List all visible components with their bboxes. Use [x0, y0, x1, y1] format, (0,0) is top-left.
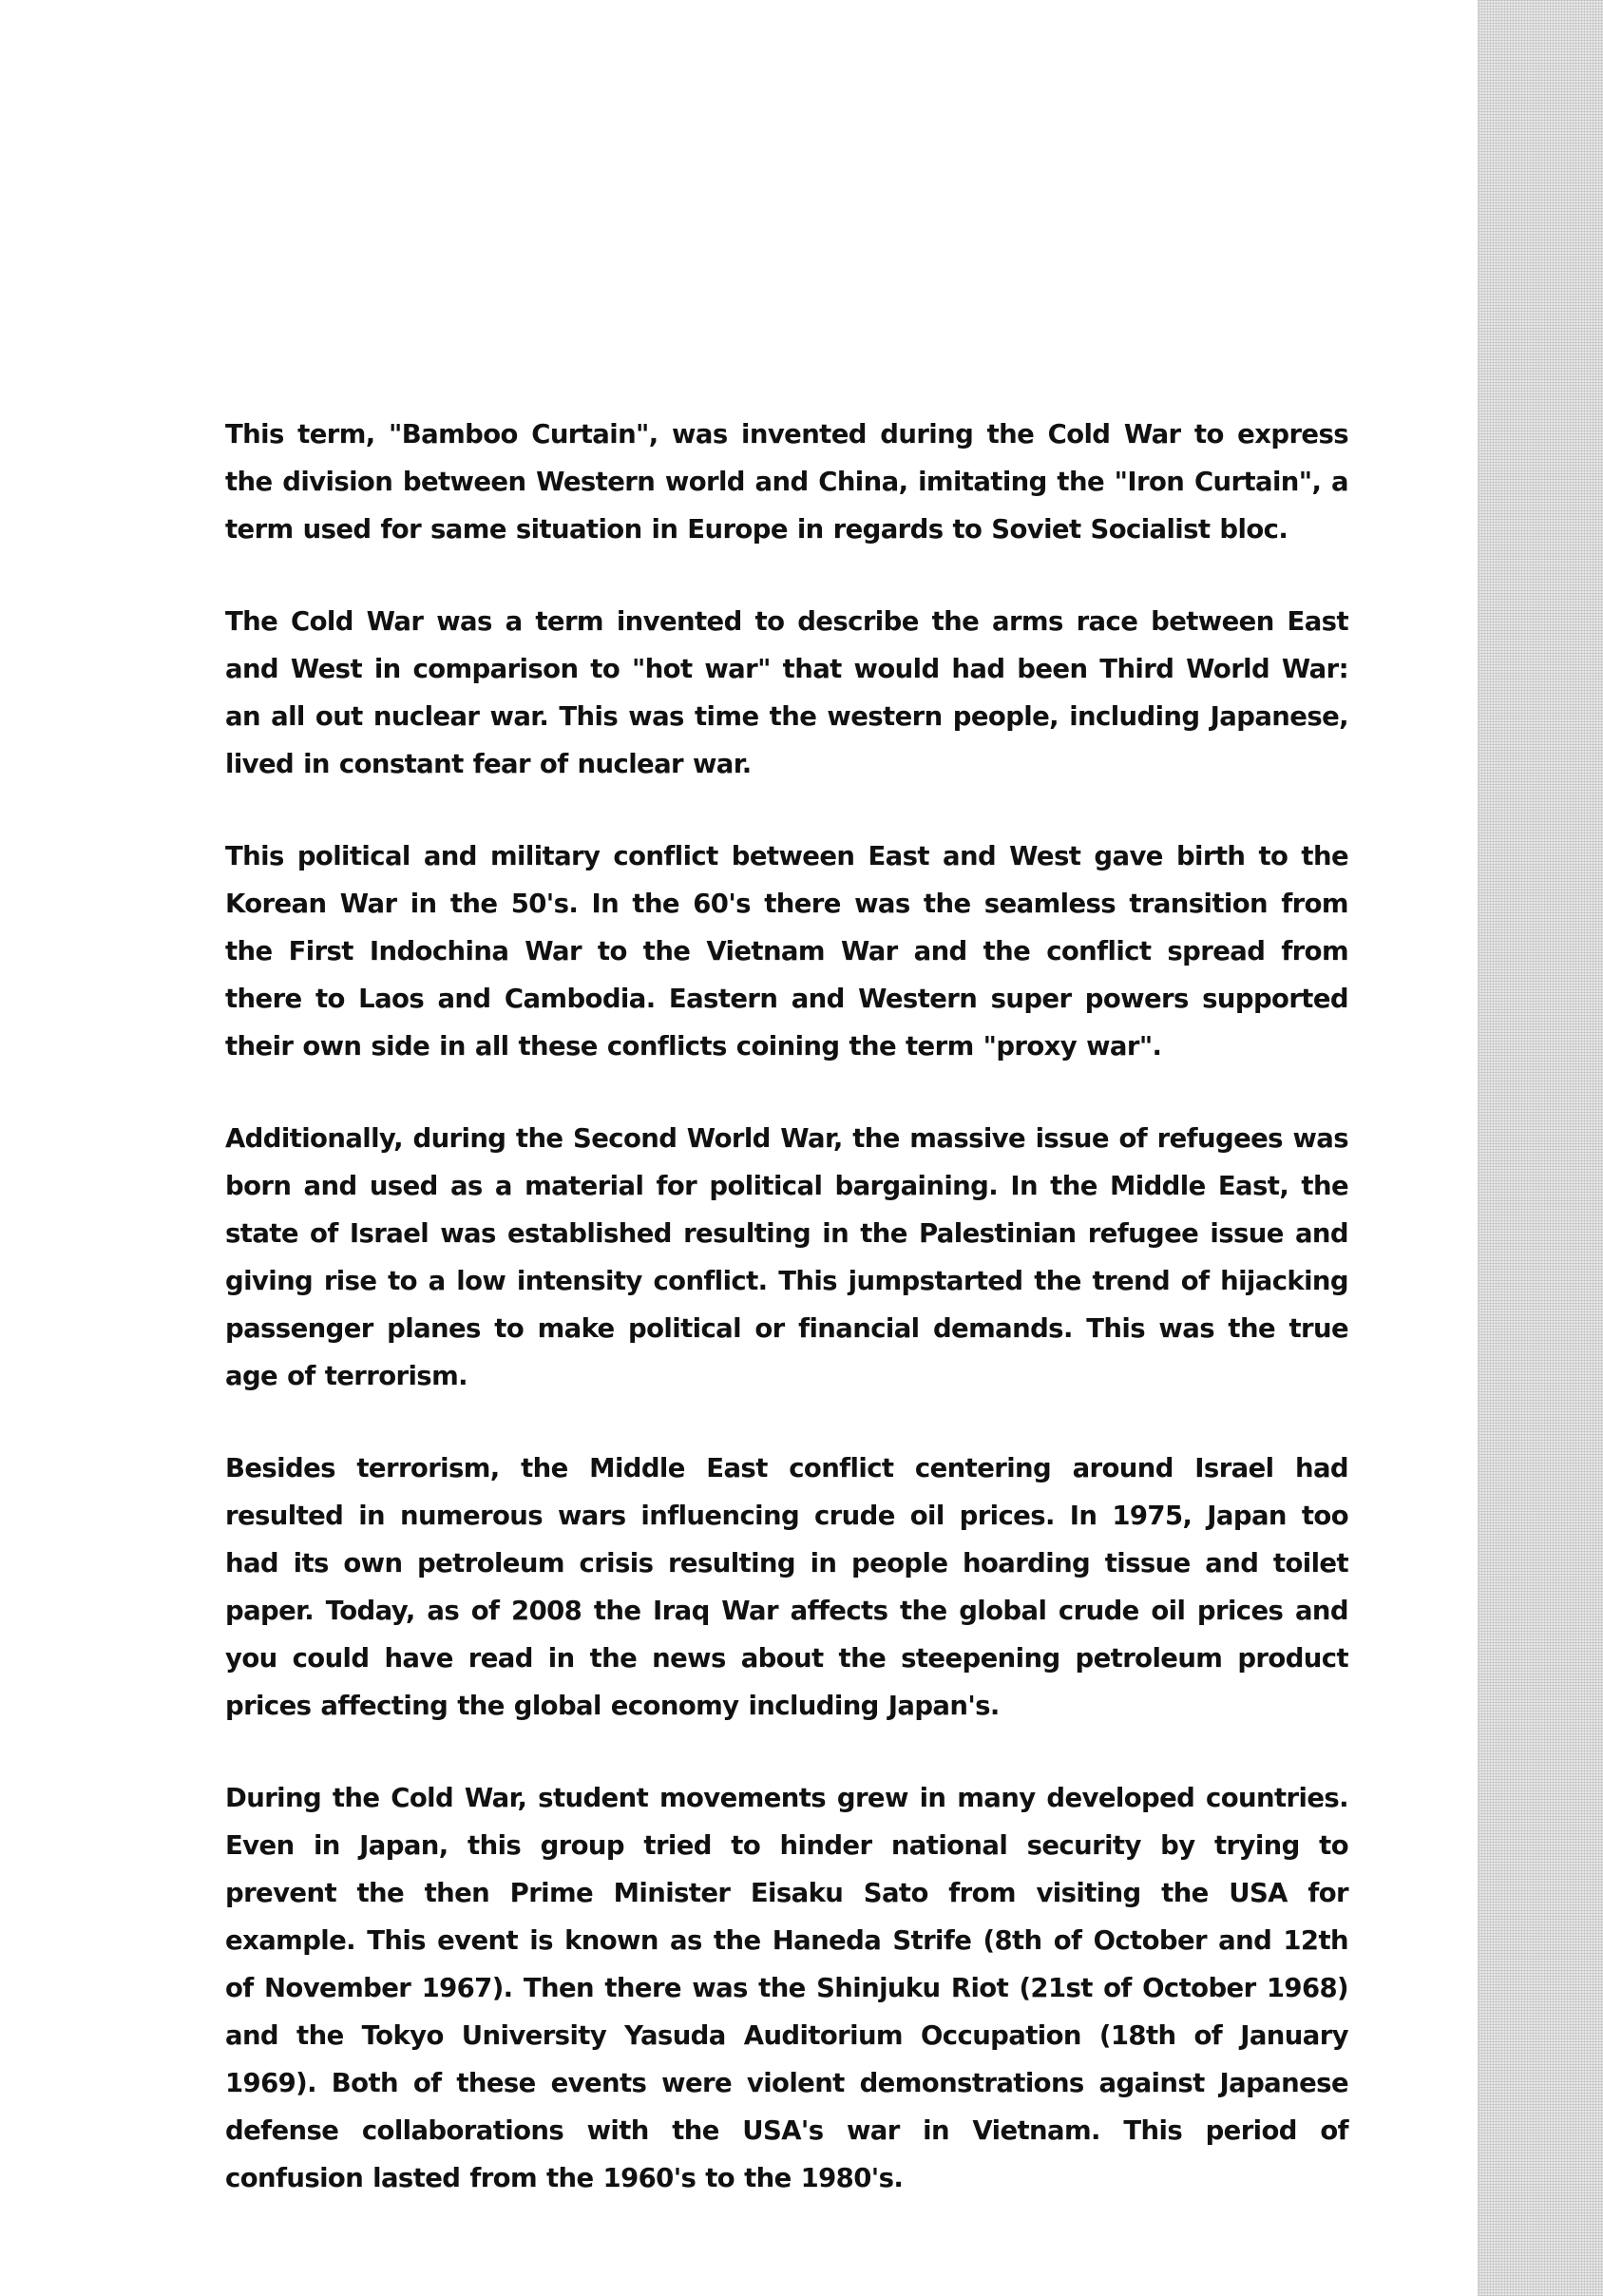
page-edge-gutter	[1478, 0, 1603, 2296]
paragraph-bamboo-curtain: This term, "Bamboo Curtain", was invented during the Cold War to express the division between Western world and China, imitating the "Iron Curtain", a term used for same situation in Europe in regards to Soviet Socialist bloc.	[225, 419, 1348, 545]
paragraph-proxy-war: This political and military conflict between East and West gave birth to the Korean War in the 50's. In the 60's there was the seamless transition from the First Indochina War to the Vietnam War and the conflict spread from there to Laos and Cambodia. Eastern and Western super powers supported their own side in all these conflicts coining the term "proxy war".	[225, 841, 1348, 1062]
paragraph-cold-war: The Cold War was a term invented to describe the arms race between East and West in comparison to "hot war" that would had been Third World War: an all out nuclear war. This was time the western people, including Japanese, lived in constant fear of nuclear war.	[225, 606, 1348, 779]
body-text	[225, 411, 1348, 2202]
paragraph-oil-crisis: Besides terrorism, the Middle East conflict centering around Israel had resulted in numerous wars influencing crude oil prices. In 1975, Japan too had its own petroleum crisis resulting in people hoarding tissue and toilet paper. Today, as of 2008 the Iraq War affects the global crude oil prices and you could have read in the news about the steepening petroleum product prices affecting the global economy including Japan's.	[225, 1453, 1348, 1721]
paragraph-student-movements: During the Cold War, student movements grew in many developed countries. Even in Japan, this group tried to hinder national security by trying to prevent the then Prime Minister Eisaku Sato from visiting the USA for example. This event is known as the Haneda Strife (8th of October and 12th of November 1967). Then there was the Shinjuku Riot (21st of October 1968) and the Tokyo University Yasuda Auditorium Occupation (18th of January 1969). Both of these events were violent demonstrations against Japanese defense collaborations with the USA's war in Vietnam. This period of confusion lasted from the 1960's to the 1980's.	[225, 1783, 1348, 2193]
paragraph-refugees-terrorism: Additionally, during the Second World War, the massive issue of refugees was born and used as a material for political bargaining. In the Middle East, the state of Israel was established resulting in the Palestinian refugee issue and giving rise to a low intensity conflict. This jumpstarted the trend of hijacking passenger planes to make political or financial demands. This was the true age of terrorism.	[225, 1123, 1348, 1391]
